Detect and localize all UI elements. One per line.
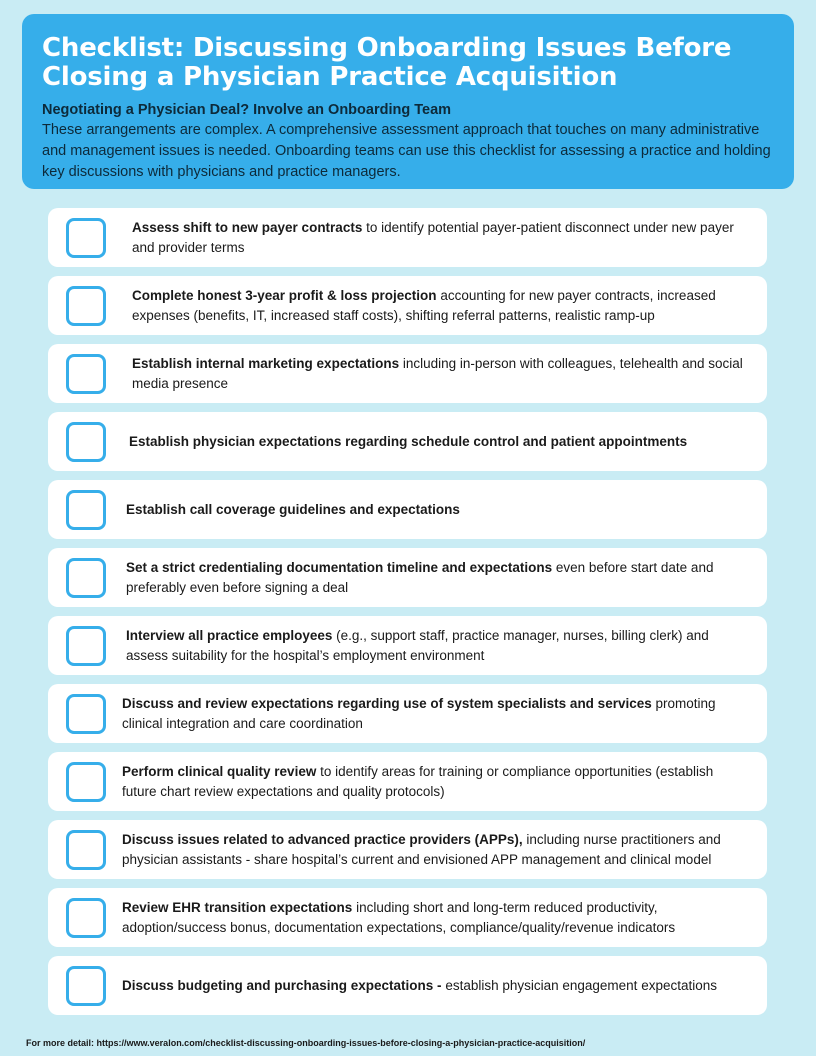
checklist-item [48,888,767,947]
checklist-item-rest: (e.g., support staff, practice manager, nurses, billing clerk) and assess suitability for the hospital’s employment environment [126,628,709,663]
checklist-item [48,412,767,471]
checklist-item-bold: Discuss issues related to advanced practice providers (APPs), [122,832,523,847]
checklist-item-rest: promoting clinical integration and care coordination [122,696,716,731]
checklist-item-rest: to identify potential payer-patient disconnect under new payer and provider terms [132,220,734,255]
checklist-item [48,548,767,607]
checkbox[interactable] [66,218,106,258]
checklist-item-text [122,976,717,996]
checklist-item [48,616,767,675]
checkbox[interactable] [66,966,106,1006]
checklist-item-rest: including in-person with colleagues, telehealth and social media presence [132,356,743,391]
checkbox[interactable] [66,626,106,666]
checklist-item-bold: Establish physician expectations regarding schedule control and patient appointments [129,433,688,449]
checkbox[interactable] [66,762,106,802]
checklist-item [48,820,767,879]
footer-link-text: For more detail: https://www.veralon.com/checklist-discussing-onboarding-issues-before-closing-a-physician-practice-acquisition/ [26,1038,586,1048]
checkbox[interactable] [66,898,106,938]
checklist-item-bold: Assess shift to new payer contracts [132,220,363,235]
checkbox[interactable] [66,830,106,870]
checkbox[interactable] [66,286,106,326]
checklist-item-text [122,830,751,869]
checklist-item-text [132,218,751,257]
checklist-item [48,276,767,335]
checklist-item-text [126,558,751,597]
subtitle: Negotiating a Physician Deal? Involve an Onboarding Team [42,102,452,118]
checkbox[interactable] [66,694,106,734]
checklist-item-bold: Establish call coverage guidelines and expectations [126,501,460,517]
checkbox[interactable] [66,422,106,462]
page-title [42,34,774,92]
checklist-item-text [132,286,751,325]
checklist-item-bold: Review EHR transition expectations [122,900,353,915]
checklist-item-rest: including short and long-term reduced productivity, adoption/success bonus, documentation expectations, compliance/quality/revenue indicators [122,900,676,935]
checklist-item-rest: to identify areas for training or compliance opportunities (establish future chart review expectations and quality protocols) [122,764,714,799]
checklist-item-text [126,500,460,520]
intro-paragraph: These arrangements are complex. A comprehensive assessment approach that touches on many administrative and management issues is needed. Onboarding teams can use this checklist for assessing a practice and holding key discussions with physicians and practice managers. [42,122,771,180]
checklist-item-bold: Establish internal marketing expectations [132,356,400,371]
header-banner [22,14,794,189]
checklist-item-bold: Set a strict credentialing documentation timeline and expectations [126,560,553,575]
checklist-item [48,684,767,743]
checklist-item-bold: Interview all practice employees [126,628,333,643]
checklist-item [48,956,767,1015]
checklist-item-text [132,354,751,393]
checkbox[interactable] [66,558,106,598]
checklist-item-text [122,898,751,937]
checklist-item [48,752,767,811]
checklist-item-text [122,762,751,801]
checklist-item-rest: establish physician engagement expectations [441,977,717,993]
checklist-item-bold: Perform clinical quality review [122,764,317,779]
checklist-item-bold: Complete honest 3-year profit & loss projection [132,288,437,303]
checklist-item [48,208,767,267]
checklist-item-bold: Discuss budgeting and purchasing expectations - [122,977,442,993]
checklist-item-rest: including nurse practitioners and physician assistants - share hospital’s current and envisioned APP management and clinical model [122,832,721,867]
checklist-item-bold: Discuss and review expectations regarding use of system specialists and services [122,696,652,711]
page-title-line-1: Checklist: Discussing Onboarding Issues Before [42,33,732,63]
checklist-item-text [122,694,751,733]
checklist-item-text [129,432,687,452]
checklist-item [48,480,767,539]
checkbox[interactable] [66,354,106,394]
checklist-item [48,344,767,403]
page-title-line-2: Closing a Physician Practice Acquisition [42,62,618,92]
checklist-item-rest: accounting for new payer contracts, increased expenses (benefits, IT, increased staff costs), shifting referral patterns, realistic ramp-up [132,288,716,323]
checklist-item-text [126,626,751,665]
checkbox[interactable] [66,490,106,530]
checklist-item-rest: even before start date and preferably even before signing a deal [126,560,714,595]
